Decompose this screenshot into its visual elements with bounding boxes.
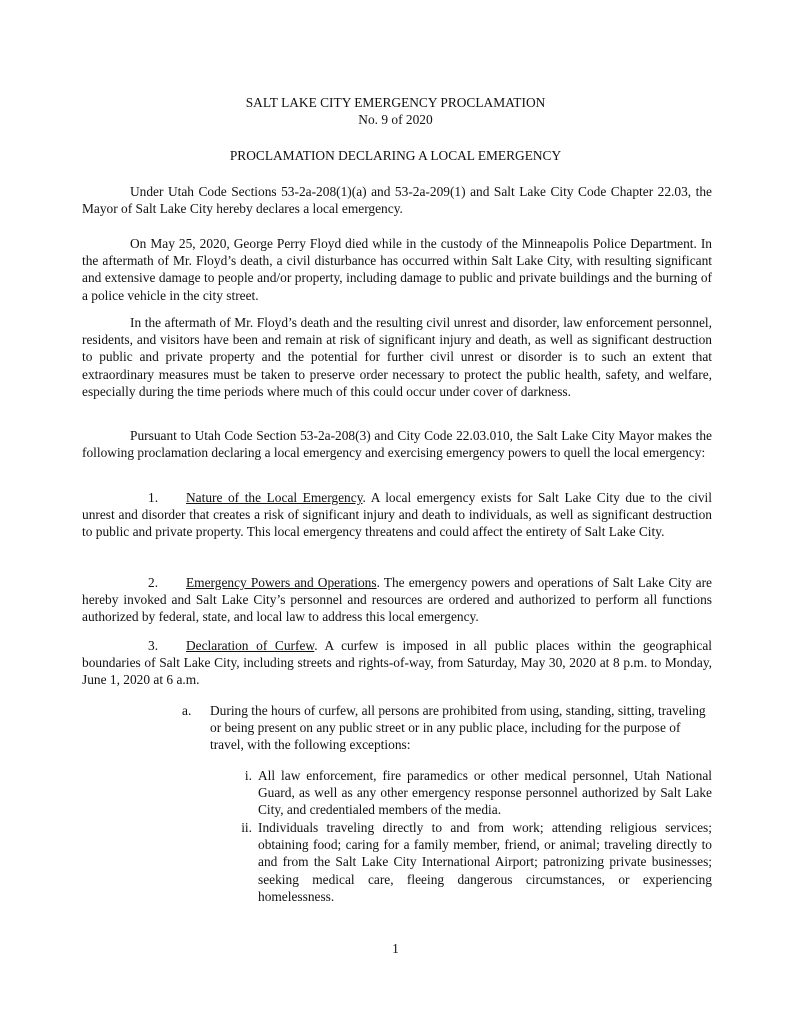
item-number: 3.	[148, 638, 159, 653]
paragraph-background	[82, 235, 712, 304]
exception-i	[228, 767, 712, 819]
curfew-subsection-a	[182, 702, 712, 754]
item-heading: Emergency Powers and Operations	[186, 575, 377, 590]
proclamation-subtitle: PROCLAMATION DECLARING A LOCAL EMERGENCY	[229, 148, 562, 163]
exception-marker: i.	[244, 768, 252, 783]
subsection-marker: a.	[182, 703, 192, 718]
paragraph-authority	[82, 183, 712, 217]
paragraph-text: Under Utah Code Sections 53-2a-208(1)(a) and 53-2a-209(1) and Salt Lake City Code Chapter 22.03, the Mayor of Salt Lake City hereby declares a local emergency.	[82, 184, 712, 217]
exception-text: All law enforcement, fire paramedics or other medical personnel, Utah National Guard, as well as any other emergency response personnel authorized by Salt Lake City, and credentialed members of the media.	[258, 768, 712, 818]
item-text: . A local emergency exists for Salt Lake City due to the civil unrest and disorder that creates a risk of significant injury and death to individuals, as well as significant destruction to public and private property. This local emergency threatens and could affect the entirety of Salt Lake City.	[82, 490, 712, 540]
numbered-item-2	[82, 574, 712, 626]
exception-marker: ii.	[241, 820, 252, 835]
item-number: 1.	[148, 490, 159, 505]
item-heading: Declaration of Curfew	[186, 638, 315, 653]
paragraph-text: Pursuant to Utah Code Section 53-2a-208(3) and City Code 22.03.010, the Salt Lake City Mayor makes the following proclamation declaring a local emergency and exercising emergency powers to quell the local emergency:	[82, 428, 712, 461]
exception-ii	[228, 819, 712, 905]
paragraph-text: On May 25, 2020, George Perry Floyd died while in the custody of the Minneapolis Police Department. In the aftermath of Mr. Floyd’s death, a civil disturbance has occurred within Salt Lake City, with resulting significant and extensive damage to people and/or property, including damage to public and private buildings and the burning of a police vehicle in the city street.	[82, 236, 712, 303]
paragraph-risk	[82, 314, 712, 400]
exception-text: Individuals traveling directly to and from work; attending religious services; obtaining food; caring for a family member, friend, or animal; traveling directly to and from the Salt Lake City International Airport; patronizing private businesses; seeking medical care, fleeing dangerous circumstances, or experiencing homelessness.	[258, 820, 712, 904]
item-text: . The emergency powers and operations of Salt Lake City are hereby invoked and Salt Lake City’s personnel and resources are ordered and authorized to perform all functions authorized by federal, state, and local law to address this local emergency.	[82, 575, 712, 625]
title-line-2: No. 9 of 2020	[358, 112, 433, 128]
item-text: . A curfew is imposed in all public places within the geographical boundaries of Salt Lake City, including streets and rights-of-way, from Saturday, May 30, 2020 at 8 p.m. to Monday, June 1, 2020 at 6 a.m.	[82, 638, 712, 688]
title-line-1: SALT LAKE CITY EMERGENCY PROCLAMATION	[245, 95, 546, 110]
numbered-item-1	[82, 489, 712, 541]
subsection-text: During the hours of curfew, all persons are prohibited from using, standing, sitting, traveling or being present on any public street or in any public place, including for the purpose of travel, with the following exceptions:	[210, 703, 706, 753]
item-number: 2.	[148, 575, 159, 590]
item-heading: Nature of the Local Emergency	[186, 490, 363, 505]
paragraph-pursuant	[82, 427, 712, 461]
page-number: 1	[392, 941, 399, 956]
paragraph-text: In the aftermath of Mr. Floyd’s death and the resulting civil unrest and disorder, law enforcement personnel, residents, and visitors have been and remain at risk of significant injury and death, as well as significant destruction to public and private property and the potential for further civil unrest or disorder is to such an extent that extraordinary measures must be taken to preserve order necessary to protect the public health, safety, and welfare, especially during the time periods where much of this could occur under cover of darkness.	[82, 315, 712, 399]
numbered-item-3	[82, 637, 712, 689]
proclamation-title	[80, 94, 711, 128]
